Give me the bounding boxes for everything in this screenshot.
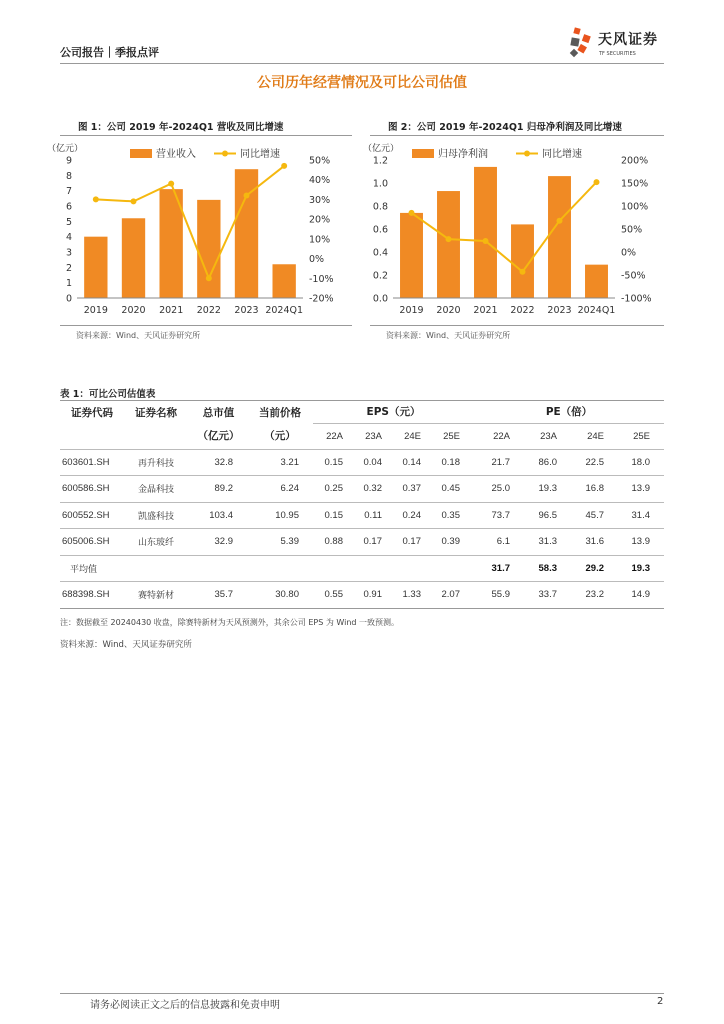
bar [197,200,220,298]
growth-point [446,236,452,242]
cell-pe: 86.0 [524,449,571,476]
table-row [60,529,664,556]
cell-mcap: 103.4 [190,502,247,529]
y2-tick-label: 100% [621,201,649,213]
figure-2-top-rule [370,135,664,136]
cell-pe: 31.4 [618,502,664,529]
x-tick-label: 2024Q1 [265,305,304,316]
cell-price: 3.21 [247,449,313,476]
cell-name: 凯盛科技 [122,502,190,529]
col-header-eps: EPS（元） [366,406,421,419]
cell-mcap: 32.8 [190,449,247,476]
y-tick-label: 2 [65,262,72,274]
cell-eps: 0.45 [435,476,474,503]
x-tick-label: 2020 [436,305,461,316]
pe-year: 23A [524,423,571,449]
cell-mcap: 35.7 [190,582,247,609]
axis-unit-label: （亿元） [362,144,400,154]
y2-tick-label: 200% [621,155,649,167]
cell-eps: 0.55 [313,582,357,609]
legend-line-label: 同比增速 [542,149,582,160]
table-source: 资料来源：Wind、天风证券研究所 [60,640,192,650]
x-tick-label: 2022 [510,305,535,316]
legend-bar-label: 归母净利润 [438,149,488,160]
y-tick-label: 0.0 [372,293,388,305]
page-number: 2 [657,996,664,1007]
table-row [60,582,664,609]
growth-point [594,179,600,185]
x-tick-label: 2021 [159,305,184,316]
axis-unit-label: （亿元） [46,144,84,154]
y-tick-label: 8 [65,170,72,182]
cell-pe: 73.7 [474,502,524,529]
bar [84,237,107,298]
cell-eps: 0.39 [435,529,474,556]
cell-code: 600552.SH [60,502,122,529]
figure-1-chart [46,140,352,326]
growth-point [557,218,563,224]
y2-tick-label: 0% [309,254,325,266]
y2-tick-label: 30% [309,194,331,206]
bar [400,213,423,298]
cell-price: 30.80 [247,582,313,609]
footer-disclaimer: 请务必阅读正文之后的信息披露和免责申明 [90,1000,280,1011]
cell-pe: 25.0 [474,476,524,503]
figure-2-bottom-rule [370,325,664,326]
cell-pe: 33.7 [524,582,571,609]
growth-point [409,210,415,216]
cell-pe: 13.9 [618,529,664,556]
cell-eps: 0.32 [357,476,396,503]
y2-tick-label: 20% [309,214,331,226]
y2-tick-label: 0% [621,247,637,259]
col-header-price-unit: （元） [264,430,296,443]
net-profit-chart [362,140,664,322]
pe-year: 25E [618,423,664,449]
y-tick-label: 0.8 [372,201,388,213]
table-title: 表 1：可比公司估值表 [60,389,156,400]
y2-tick-label: 150% [621,178,649,190]
cell-price: 6.24 [247,476,313,503]
x-tick-label: 2019 [399,305,424,316]
y-tick-label: 6 [65,201,72,213]
cell-pe: 22.5 [571,449,618,476]
y2-tick-label: -50% [621,270,646,282]
cell-eps: 0.25 [313,476,357,503]
cell-code: 600586.SH [60,476,122,503]
eps-year: 24E [396,423,435,449]
table-row-average [60,555,664,582]
cell-code: 688398.SH [60,582,122,609]
cell-pe: 18.0 [618,449,664,476]
y-tick-label: 3 [65,247,72,259]
cell-mcap: 89.2 [190,476,247,503]
figure-2-title: 图 2：公司 2019 年-2024Q1 归母净利润及同比增速 [388,122,622,133]
y-tick-label: 0.2 [372,270,388,282]
col-header-mcap-unit: （亿元） [197,430,240,443]
y-tick-label: 0.4 [372,247,388,259]
figure-1-source: 资料来源：Wind、天风证券研究所 [76,331,201,340]
report-type: 公司报告｜季报点评 [60,46,159,59]
col-header-code: 证券代码 [71,406,113,419]
cell-eps: 1.33 [396,582,435,609]
cell-pe: 31.6 [571,529,618,556]
cell-pe: 23.2 [571,582,618,609]
pe-year: 24E [571,423,618,449]
cell-name: 赛特新材 [122,582,190,609]
cell-eps: 0.15 [313,502,357,529]
cell-pe: 13.9 [618,476,664,503]
brand-name: 天风证券 [598,32,658,48]
bar [437,191,460,298]
bar [122,218,145,298]
valuation-table [60,401,664,609]
bar [272,264,295,298]
pe-year: 22A [474,423,524,449]
brand-logo [568,26,668,62]
y-tick-label: 4 [65,232,72,244]
revenue-chart [46,140,352,322]
y-tick-label: 1.0 [372,178,388,190]
col-header-pe: PE（倍） [545,406,593,419]
figure-2-source: 资料来源：Wind、天风证券研究所 [386,331,511,340]
growth-point [483,238,489,244]
eps-year: 23A [357,423,396,449]
figure-1-bottom-rule [60,325,352,326]
section-title: 公司历年经营情况及可比公司估值 [257,75,467,91]
eps-year: 22A [313,423,357,449]
cell-pe: 14.9 [618,582,664,609]
x-tick-label: 2022 [196,305,221,316]
figure-1-title: 图 1：公司 2019 年-2024Q1 营收及同比增速 [78,122,284,133]
figure-2-chart [362,140,664,326]
cell-pe: 96.5 [524,502,571,529]
cell-pe: 19.3 [524,476,571,503]
bar [585,265,608,298]
table-row [60,476,664,503]
cell-code: 605006.SH [60,529,122,556]
y-tick-label: 1.2 [372,155,388,167]
cell-pe: 6.1 [474,529,524,556]
cell-name: 山东玻纤 [122,529,190,556]
footer-divider [60,993,664,994]
legend-bar-swatch [412,149,434,158]
y2-tick-label: -20% [309,293,334,305]
cell-eps: 0.18 [435,449,474,476]
y-tick-label: 9 [65,155,72,167]
cell-eps: 0.35 [435,502,474,529]
y-tick-label: 1 [65,278,72,290]
x-tick-label: 2020 [121,305,146,316]
y2-tick-label: -100% [621,293,652,305]
cell-pe: 55.9 [474,582,524,609]
col-header-mcap: 总市值 [202,406,235,419]
figure-1-top-rule [60,135,352,136]
x-tick-label: 2023 [234,305,259,316]
y2-tick-label: 10% [309,234,331,246]
growth-point [281,163,287,169]
eps-year: 25E [435,423,474,449]
y-tick-label: 0 [65,293,72,305]
cell-average-pe: 58.3 [524,555,571,582]
cell-eps: 0.04 [357,449,396,476]
table-row [60,502,664,529]
table-note: 注：数据截至 20240430 收盘，除赛特新材为天风预测外，其余公司 EPS 为 Wind 一致预测。 [60,618,400,627]
cell-eps: 0.24 [396,502,435,529]
bar [548,176,571,298]
brand-name-en: TF SECURITIES [599,51,636,57]
y2-tick-label: 40% [309,175,331,187]
x-tick-label: 2023 [547,305,572,316]
cell-pe: 45.7 [571,502,618,529]
cell-price: 10.95 [247,502,313,529]
cell-mcap: 32.9 [190,529,247,556]
x-tick-label: 2024Q1 [577,305,616,316]
cell-pe: 31.3 [524,529,571,556]
cell-eps: 0.14 [396,449,435,476]
cell-eps: 0.37 [396,476,435,503]
y2-tick-label: -10% [309,273,334,285]
cell-eps: 0.11 [357,502,396,529]
growth-point [206,275,212,281]
header-divider [60,63,664,64]
cell-eps: 0.17 [357,529,396,556]
logo-mark-icon [568,26,596,60]
y-tick-label: 5 [65,216,72,228]
cell-average-pe: 19.3 [618,555,664,582]
legend-line-label: 同比增速 [240,149,280,160]
y-tick-label: 7 [65,186,72,198]
legend-line-marker [222,151,228,157]
cell-name: 再升科技 [122,449,190,476]
cell-average-label: 平均值 [60,555,190,582]
col-header-name: 证券名称 [135,406,177,419]
cell-pe: 21.7 [474,449,524,476]
y2-tick-label: 50% [309,155,331,167]
growth-point [168,181,174,187]
x-tick-label: 2019 [83,305,108,316]
y-tick-label: 0.6 [372,224,388,236]
cell-code: 603601.SH [60,449,122,476]
cell-average-pe: 31.7 [474,555,524,582]
cell-eps: 0.88 [313,529,357,556]
cell-eps: 0.15 [313,449,357,476]
growth-point [520,269,526,275]
bar [474,167,497,298]
cell-eps: 0.91 [357,582,396,609]
growth-point [131,198,137,204]
legend-bar-swatch [130,149,152,158]
legend-line-marker [524,151,530,157]
legend-bar-label: 营业收入 [156,149,196,160]
cell-pe: 16.8 [571,476,618,503]
x-tick-label: 2021 [473,305,498,316]
cell-eps: 0.17 [396,529,435,556]
cell-average-pe: 29.2 [571,555,618,582]
cell-eps: 2.07 [435,582,474,609]
cell-price: 5.39 [247,529,313,556]
col-header-price: 当前价格 [259,406,301,419]
growth-point [244,192,250,198]
cell-name: 金晶科技 [122,476,190,503]
table-row [60,449,664,476]
y2-tick-label: 50% [621,224,643,236]
growth-point [93,196,99,202]
